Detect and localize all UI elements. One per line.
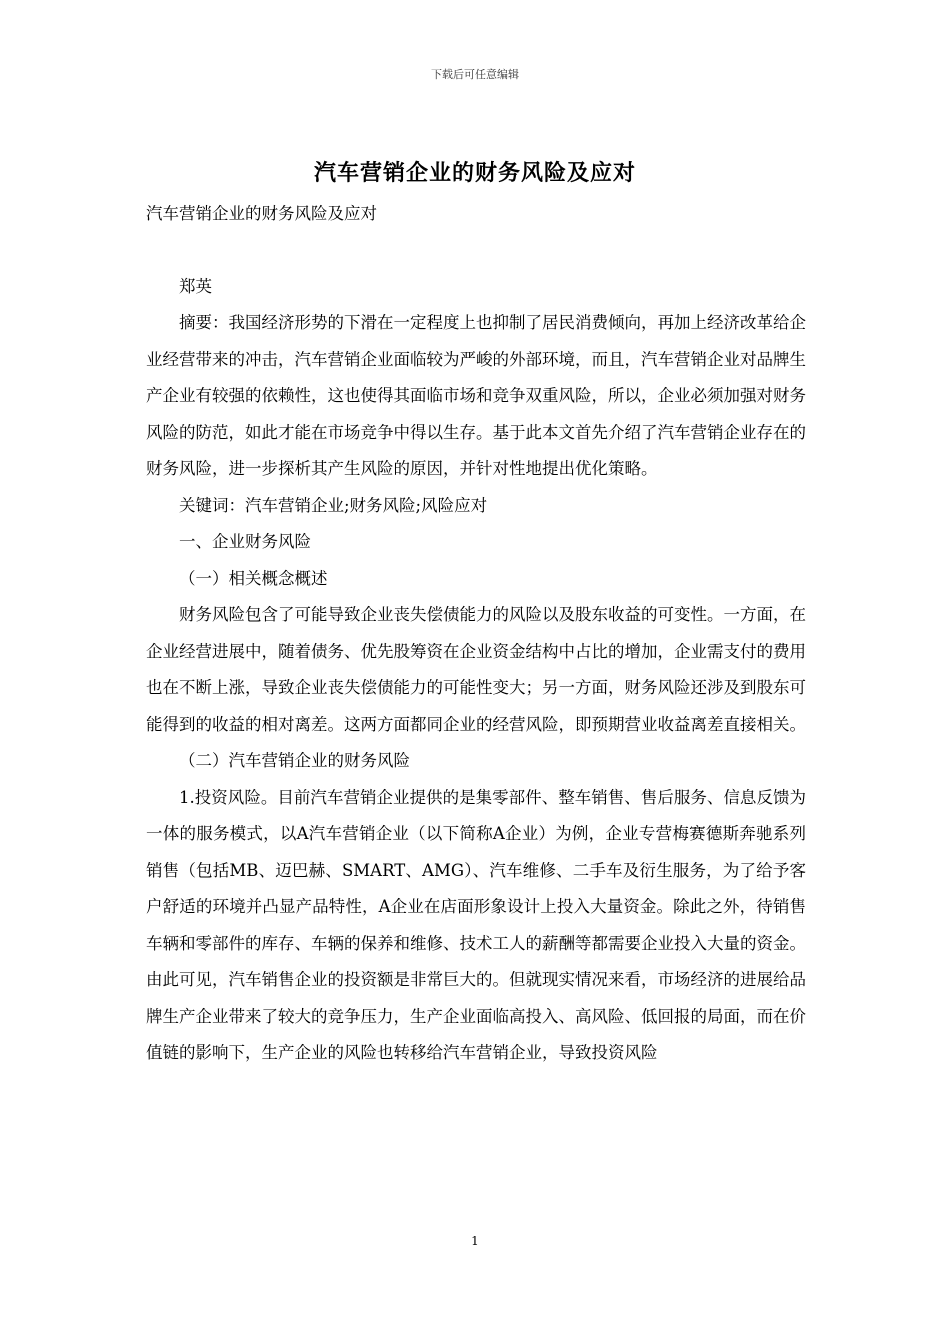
subsection-heading-1-1: （一）相关概念概述 (179, 568, 328, 588)
document-title: 汽车营销企业的财务风险及应对 (313, 160, 636, 186)
keywords-line: 关键词：汽车营销企业;财务风险;风险应对 (179, 495, 488, 515)
author-name: 郑英 (179, 276, 212, 296)
abstract-paragraph: 摘要：我国经济形势的下滑在一定程度上也抑制了居民消费倾向，再加上经济改革给企业经营带来的冲击，汽车营销企业面临较为严峻的外部环境，而且，汽车营销企业对品牌生产企业有较强的依赖性，这也使得其面临市场和竞争双重风险，所以，企业必须加强对财务风险的防范，如此才能在市场竞争中得以生存。基于此本文首先介绍了汽车营销企业存在的财务风险，进一步探析其产生风险的原因，并针对性地提出优化策略。 (146, 313, 806, 478)
page-header: 下载后可任意编辑 (431, 68, 519, 81)
section-heading-1: 一、企业财务风险 (179, 532, 311, 551)
document-subtitle: 汽车营销企业的财务风险及应对 (146, 204, 377, 223)
subsection-heading-1-2: （二）汽车营销企业的财务风险 (179, 751, 410, 770)
body-paragraph-1: 财务风险包含了可能导致企业丧失偿债能力的风险以及股东收益的可变性。一方面，在企业经营进展中，随着债务、优先股筹资在企业资金结构中占比的增加，企业需支付的费用也在不断上涨，导致企业丧失偿债能力的可能性变大；另一方面，财务风险还涉及到股东可能得到的收益的相对离差。这两方面都同企业的经营风险，即预期营业收益离差直接相关。 (146, 605, 806, 734)
blank-line (146, 233, 806, 269)
page-number: 1 (471, 1234, 479, 1248)
body-paragraph-2: 1.投资风险。目前汽车营销企业提供的是集零部件、整车销售、售后服务、信息反馈为一体的服务模式，以A汽车营销企业（以下简称A企业）为例，企业专营梅赛德斯奔驰系列销售（包括MB、迈巴赫、SMART、AMG）、汽车维修、二手车及衍生服务，为了给予客户舒适的环境并凸显产品特性，A企业在店面形象设计上投入大量资金。除此之外，待销售车辆和零部件的库存、车辆的保养和维修、技术工人的薪酬等都需要企业投入大量的资金。由此可见，汽车销售企业的投资额是非常巨大的。但就现实情况来看，市场经济的进展给品牌生产企业带来了较大的竞争压力，生产企业面临高投入、高风险、低回报的局面，而在价值链的影响下，生产企业的风险也转移给汽车营销企业，导致投资风险 (146, 787, 806, 1062)
document-body (146, 196, 806, 1072)
